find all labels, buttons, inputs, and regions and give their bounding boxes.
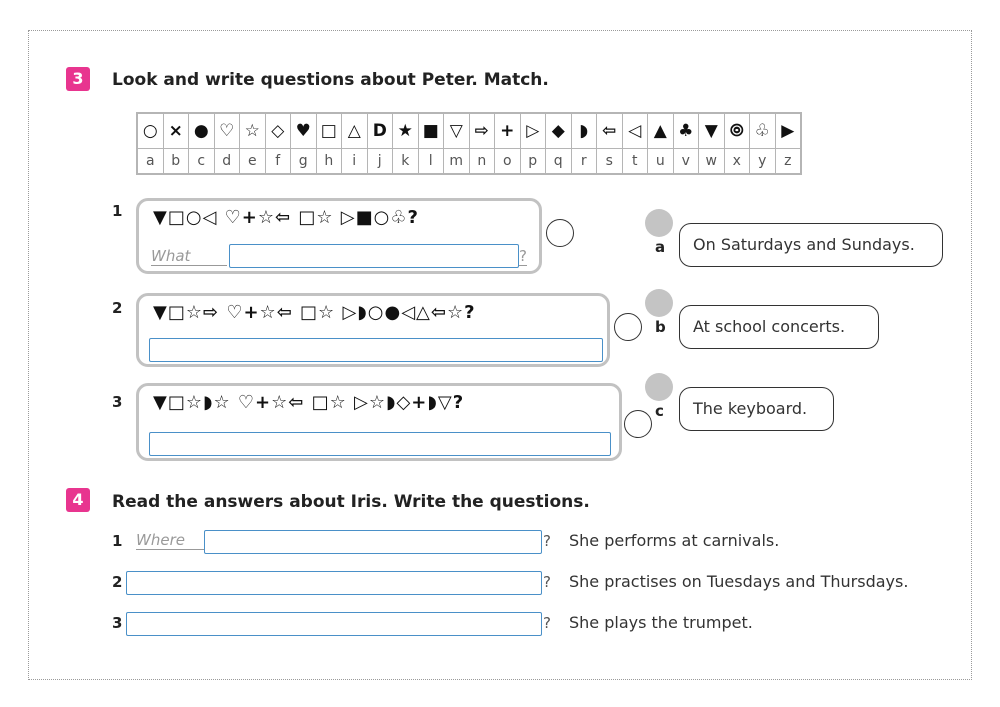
exercise-4-item-1-hint: Where <box>136 531 204 550</box>
code-symbol-u: ▲ <box>648 113 674 149</box>
code-letter-a: a <box>137 149 163 175</box>
code-letter-j: j <box>367 149 393 175</box>
exercise-4-item-3-input[interactable] <box>126 612 542 636</box>
code-symbols-row <box>137 113 801 149</box>
answer-c-drop-target[interactable] <box>645 373 673 401</box>
code-letter-x: x <box>724 149 750 175</box>
code-letter-k: k <box>393 149 419 175</box>
answer-b-box: At school concerts. <box>679 305 879 349</box>
code-symbol-e: ☆ <box>240 113 266 149</box>
code-letter-i: i <box>342 149 368 175</box>
code-symbol-x: ⦾ <box>724 113 750 149</box>
code-letter-r: r <box>571 149 597 175</box>
question-1-number: 1 <box>112 202 123 220</box>
code-symbol-n: ⇨ <box>469 113 495 149</box>
code-letters-row <box>137 149 801 175</box>
question-2-match-circle[interactable] <box>614 313 642 341</box>
code-symbol-w: ▼ <box>699 113 725 149</box>
answer-b-letter: b <box>655 318 666 336</box>
code-letter-f: f <box>265 149 291 175</box>
code-symbol-j: D <box>367 113 393 149</box>
exercise-4-item-3-number: 3 <box>112 614 123 632</box>
code-letter-g: g <box>291 149 317 175</box>
code-letter-b: b <box>163 149 189 175</box>
code-symbol-t: ◁ <box>622 113 648 149</box>
question-3-match-circle[interactable] <box>624 410 652 438</box>
code-symbol-d: ♡ <box>214 113 240 149</box>
question-3-box <box>136 383 622 461</box>
answer-a-drop-target[interactable] <box>645 209 673 237</box>
code-letter-h: h <box>316 149 342 175</box>
question-2-box <box>136 293 610 367</box>
question-2-number: 2 <box>112 299 123 317</box>
code-key-table <box>136 112 802 175</box>
answer-a-box: On Saturdays and Sundays. <box>679 223 943 267</box>
code-symbol-v: ♣ <box>673 113 699 149</box>
question-2-code: ▼□☆⇨ ♡+☆⇦ □☆ ▷◗○●◁△⇦☆? <box>153 302 476 323</box>
code-symbol-s: ⇦ <box>597 113 623 149</box>
exercise-4-item-2-number: 2 <box>112 573 123 591</box>
code-symbol-m: ▽ <box>444 113 470 149</box>
code-symbol-q: ◆ <box>546 113 572 149</box>
code-symbol-r: ◗ <box>571 113 597 149</box>
code-letter-d: d <box>214 149 240 175</box>
exercise-4-item-1-qmark: ? <box>543 532 551 550</box>
exercise-4-item-3-qmark: ? <box>543 614 551 632</box>
code-symbol-p: ▷ <box>520 113 546 149</box>
exercise-4-item-2-qmark: ? <box>543 573 551 591</box>
question-1-end-mark: ? <box>519 247 527 265</box>
question-3-input[interactable] <box>149 432 611 456</box>
code-symbol-h: □ <box>316 113 342 149</box>
exercise-4-number: 4 <box>66 488 90 512</box>
question-3-code: ▼□☆◗☆ ♡+☆⇦ □☆ ▷☆◗◇+◗▽? <box>153 392 465 413</box>
exercise-4-item-2-answer: She practises on Tuesdays and Thursdays. <box>569 572 909 591</box>
answer-c-letter: c <box>655 402 664 420</box>
question-3-number: 3 <box>112 393 123 411</box>
code-symbol-y: ♧ <box>750 113 776 149</box>
exercise-4-item-1-number: 1 <box>112 532 123 550</box>
code-letter-y: y <box>750 149 776 175</box>
code-letter-p: p <box>520 149 546 175</box>
code-symbol-z: ▶ <box>775 113 801 149</box>
exercise-4-item-3-answer: She plays the trumpet. <box>569 613 753 632</box>
code-symbol-b: × <box>163 113 189 149</box>
code-letter-o: o <box>495 149 521 175</box>
code-letter-u: u <box>648 149 674 175</box>
code-symbol-i: △ <box>342 113 368 149</box>
code-symbol-o: + <box>495 113 521 149</box>
answer-c-box: The keyboard. <box>679 387 834 431</box>
question-1-box <box>136 198 542 274</box>
exercise-4-title: Read the answers about Iris. Write the questions. <box>112 492 590 512</box>
code-letter-q: q <box>546 149 572 175</box>
code-letter-c: c <box>189 149 215 175</box>
exercise-3-title: Look and write questions about Peter. Match. <box>112 70 549 90</box>
code-symbol-g: ♥ <box>291 113 317 149</box>
code-symbol-a: ○ <box>137 113 163 149</box>
code-letter-w: w <box>699 149 725 175</box>
code-letter-t: t <box>622 149 648 175</box>
question-1-hint: What <box>151 247 227 266</box>
code-symbol-c: ● <box>189 113 215 149</box>
code-letter-e: e <box>240 149 266 175</box>
question-1-match-circle[interactable] <box>546 219 574 247</box>
question-2-input[interactable] <box>149 338 603 362</box>
code-letter-l: l <box>418 149 444 175</box>
code-letter-m: m <box>444 149 470 175</box>
exercise-3-number: 3 <box>66 67 90 91</box>
question-1-code: ▼□○◁ ♡+☆⇦ □☆ ▷■○♧? <box>153 207 419 228</box>
code-letter-n: n <box>469 149 495 175</box>
exercise-4-item-1-input[interactable] <box>204 530 542 554</box>
code-symbol-k: ★ <box>393 113 419 149</box>
code-letter-z: z <box>775 149 801 175</box>
answer-b-drop-target[interactable] <box>645 289 673 317</box>
code-letter-s: s <box>597 149 623 175</box>
answer-a-letter: a <box>655 238 666 256</box>
exercise-4-item-2-input[interactable] <box>126 571 542 595</box>
code-symbol-l: ■ <box>418 113 444 149</box>
code-letter-v: v <box>673 149 699 175</box>
code-symbol-f: ◇ <box>265 113 291 149</box>
exercise-4-item-1-answer: She performs at carnivals. <box>569 531 780 550</box>
question-1-input[interactable] <box>229 244 519 268</box>
